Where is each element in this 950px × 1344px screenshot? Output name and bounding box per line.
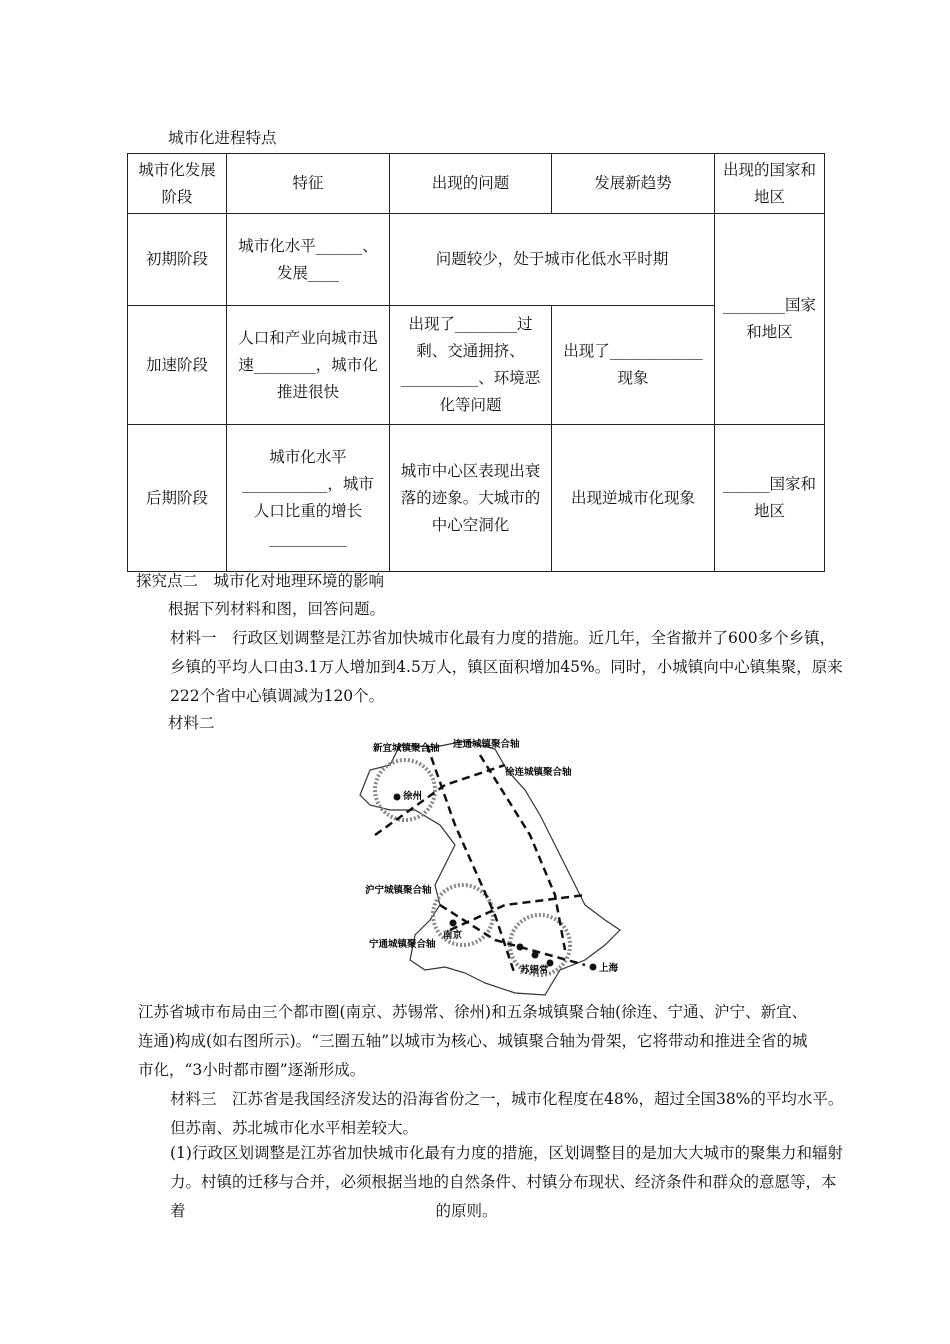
feature-cell: 人口和产业向城市迅速________，城市化推进很快 [227,306,390,425]
label-suxichang: 苏锡常 [520,965,549,976]
province-outline [360,741,620,995]
header-feature: 特征 [227,154,390,214]
xinyi-axis [427,745,515,975]
nanjing-dot [450,920,457,927]
intro-text: 根据下列材料和图，回答问题。 [168,600,386,618]
header-stage: 城市化发展阶段 [128,154,227,214]
header-problem: 出现的问题 [390,154,552,214]
region-cell: ______国家和地区 [715,425,825,572]
trend-cell: 出现了____________现象 [552,306,715,425]
label-xinyi: 新宜城镇聚合轴 [373,743,440,754]
inquiry-title: 探究点二 城市化对地理环境的影响 [136,572,385,590]
label-nanjing: 南京 [443,930,463,941]
feature-cell: 城市化水平______、发展____ [227,214,390,306]
label-ningtong: 宁通城镇聚合轴 [369,939,436,950]
section-title: 城市化进程特点 [168,129,277,147]
label-huning: 沪宁城镇聚合轴 [365,885,432,896]
stage-cell: 后期阶段 [128,425,227,572]
nanjing-circle [433,885,493,945]
map-caption: 江苏省城市布局由三个都市圈(南京、苏锡常、徐州)和五条城镇聚合轴(徐连、宁通、沪宁、新宜、连通)构成(如右图所示)。“三圈五轴”以城市为核心、城镇聚合轴为骨架，它将带动和推进全省的城市化，“3小时都市圈”逐渐形成。 [138,1003,808,1079]
feature-cell: 城市化水平___________，城市人口比重的增长__________ [227,425,390,572]
suxichang-dot [532,952,539,959]
problem-cell: 出现了________过剩、交通拥挤、__________、环境恶化等问题 [390,306,552,425]
xuzhou-dot [394,794,401,801]
question-one-end: 的原则。 [435,1202,498,1220]
trend-cell: 出现逆城市化现象 [552,425,715,572]
label-xuzhou: 徐州 [403,791,423,802]
xuzhou-circle [375,760,435,820]
suxichang-dot [517,944,524,951]
table-row [128,425,825,572]
table-row [128,214,825,306]
header-region: 出现的国家和地区 [715,154,825,214]
question-one [138,1139,850,1226]
question-one-text: (1)行政区划调整是江苏省加快城市化最有力度的措施，区划调整目的是加大大城市的聚集力和辐射力。村镇的迁移与合并，必须根据当地的自然条件、村镇分布现状、经济条件和群众的意愿等，本着 [170,1144,843,1220]
urbanization-stage-table [127,153,825,572]
table-header-row [128,154,825,214]
problem-cell: 城市中心区表现出衰落的迹象。大城市的中心空洞化 [390,425,552,572]
material-two-label: 材料二 [168,714,215,732]
stage-cell: 初期阶段 [128,214,227,306]
material-one: 材料一 行政区划调整是江苏省加快城市化最有力度的措施。近几年，全省撤并了600多个乡镇，乡镇的平均人口由3.1万人增加到4.5万人，镇区面积增加45%。同时，小城镇向中心镇集聚，原来222个省中心镇调减为120个。 [170,629,843,705]
region-cell: ________国家和地区 [715,214,825,425]
label-liantong: 连通城镇聚合轴 [453,739,520,750]
shanghai-dot [590,964,597,971]
header-trend: 发展新趋势 [552,154,715,214]
label-shanghai: 上海 [599,963,619,974]
label-xulian: 徐连城镇聚合轴 [505,767,572,778]
jiangsu-map [355,735,635,997]
stage-cell: 加速阶段 [128,306,227,425]
material-three: 材料三 江苏省是我国经济发达的沿海省份之一，城市化程度在48%，超过全国38%的平均水平。但苏南、苏北城市化水平相差较大。 [170,1090,844,1137]
problem-cell: 问题较少，处于城市化低水平时期 [390,214,715,306]
